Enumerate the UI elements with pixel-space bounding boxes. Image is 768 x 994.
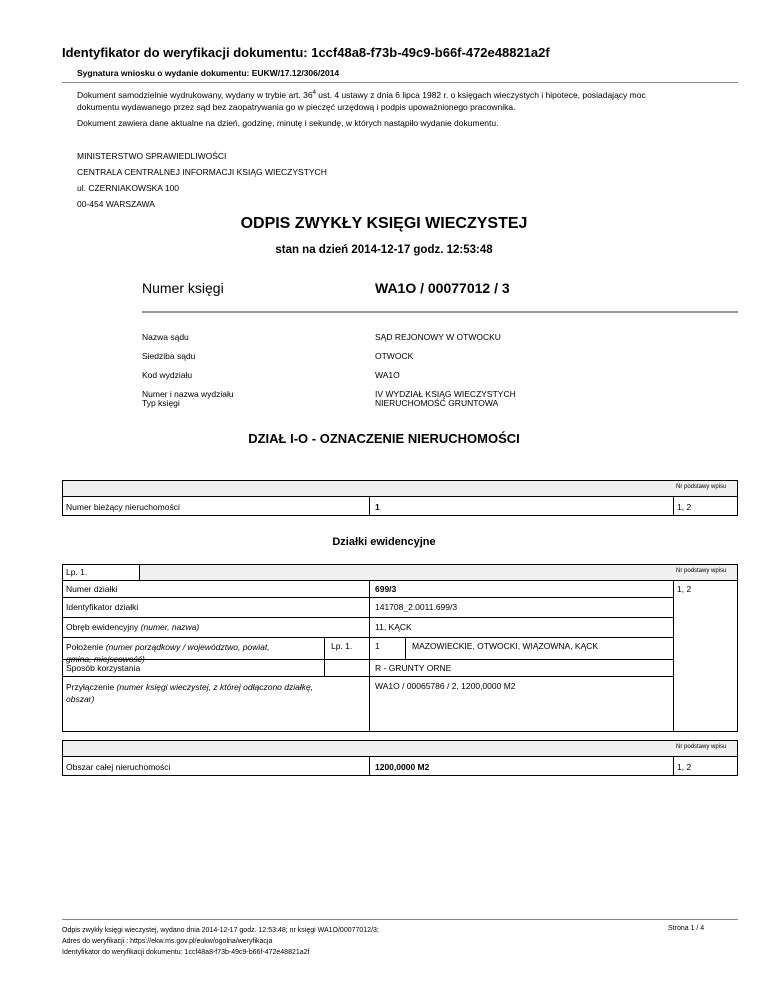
court-name-label: Nazwa sądu (142, 332, 189, 342)
merge-value: WA1O / 00065786 / 2, 1200,0000 M2 (375, 681, 516, 691)
precinct-value: 11, KĄCK (375, 622, 412, 632)
notice-actuality: Dokument zawiera dane aktualne na dzień, godzinę, minutę i sekundę, w których nastąpiło wydanie dokumentu. (77, 118, 499, 128)
notice-text: Dokument samodzielnie wydrukowany, wydany w trybie art. $36^4$ ust. 4 ustawy z dnia 6 lipca 1982 r. o księgach wieczystych i hipotece, posiadający moc dokumentu wydawanego przez sąd bez zaopatrywania go w pieczęć urzędową i podpis upoważnionego pracownika. (77, 89, 646, 112)
book-type-value: NIERUCHOMOŚĆ GRUNTOWA (375, 398, 499, 408)
total-area-value: 1200,0000 M2 (375, 762, 430, 772)
property-number-label: Numer bieżący nieruchomości (66, 502, 180, 512)
court-seat-label: Siedziba sądu (142, 351, 196, 361)
usage-value: R - GRUNTY ORNE (375, 663, 452, 673)
plot-number-label: Numer działki (66, 584, 118, 594)
division-code-label: Kod wydziału (142, 370, 193, 380)
property-number-basis: 1, 2 (677, 502, 692, 512)
plot-basis: 1, 2 (677, 584, 692, 594)
location-value: MAZOWIECKIE, OTWOCKI, WIĄZOWNA, KĄCK (412, 641, 599, 651)
area-basis-header: Nr podstawy wpisu (676, 744, 727, 750)
division-name-label: Numer i nazwa wydziału (142, 389, 234, 399)
section-title: DZIAŁ I-O - OZNACZENIE NIERUCHOMOŚCI (248, 431, 520, 446)
division-code-value: WA1O (375, 370, 400, 380)
total-area-label: Obszar całej nieruchomości (66, 762, 171, 772)
footer-identifier: Identyfikator do weryfikacji dokumentu: 1ccf48a8-f73b-49c9-b66f-472e48821a2f (62, 949, 310, 956)
usage-label: Sposób korzystania (66, 663, 141, 673)
plot-id-label: Identyfikator działki (66, 602, 139, 612)
merge-label: Przyłączenie (numer księgi wieczystej, z której odłączono działkę, obszar) (66, 682, 314, 704)
footer-verification-address: Adres do weryfikacji : https://ekw.ms.gov.pl/eukw/ogolna/weryfikacja (62, 938, 273, 945)
total-area-basis: 1, 2 (677, 762, 692, 772)
address-line-2: CENTRALA CENTRALNEJ INFORMACJI KSIĄG WIECZYSTYCH (77, 167, 327, 177)
address-line-3: ul. CZERNIAKOWSKA 100 (77, 183, 180, 193)
division-name-value: IV WYDZIAŁ KSIĄG WIECZYSTYCH (375, 389, 516, 399)
plot-basis-header: Nr podstawy wpisu (676, 568, 727, 574)
location-number: 1 (375, 641, 380, 651)
plot-lp: Lp. 1. (66, 567, 88, 577)
precinct-label: Obręb ewidencyjny (numer, nazwa) (66, 622, 200, 632)
court-name-value: SĄD REJONOWY W OTWOCKU (375, 332, 501, 342)
book-number-label: Numer księgi (142, 280, 224, 296)
court-seat-value: OTWOCK (375, 351, 414, 361)
plot-number-value: 699/3 (375, 584, 397, 594)
location-lp: Lp. 1. (331, 641, 353, 651)
address-line-4: 00-454 WARSZAWA (77, 199, 155, 209)
page-number: Strona 1 / 4 (668, 925, 705, 932)
page-subtitle: stan na dzień 2014-12-17 godz. 12:53:48 (275, 244, 493, 256)
basis-header: Nr podstawy wpisu (676, 484, 727, 490)
footer-line-1: Odpis zwykły księgi wieczystej, wydano dnia 2014-12-17 godz. 12:53:48; nr księgi WA1O/00077012/3; (62, 927, 379, 934)
book-type-label: Typ księgi (142, 398, 180, 408)
footer (62, 925, 379, 958)
location-label: Położenie (numer porządkowy / województwo, powiat, gmina, miejscowość) (66, 642, 270, 664)
address-line-1: MINISTERSTWO SPRAWIEDLIWOŚCI (77, 151, 227, 161)
document-identifier: Identyfikator do weryfikacji dokumentu: 1ccf48a8-f73b-49c9-b66f-472e48821a2f (62, 45, 550, 60)
page-title: ODPIS ZWYKŁY KSIĘGI WIECZYSTEJ (240, 215, 528, 232)
plots-title: Działki ewidencyjne (332, 536, 436, 548)
property-number-value: 1 (375, 502, 380, 512)
plot-id-value: 141708_2.0011.699/3 (375, 602, 458, 612)
book-number-value: WA1O / 00077012 / 3 (375, 280, 510, 296)
request-signature: Sygnatura wniosku o wydanie dokumentu: EUKW/17.12/306/2014 (77, 68, 340, 78)
